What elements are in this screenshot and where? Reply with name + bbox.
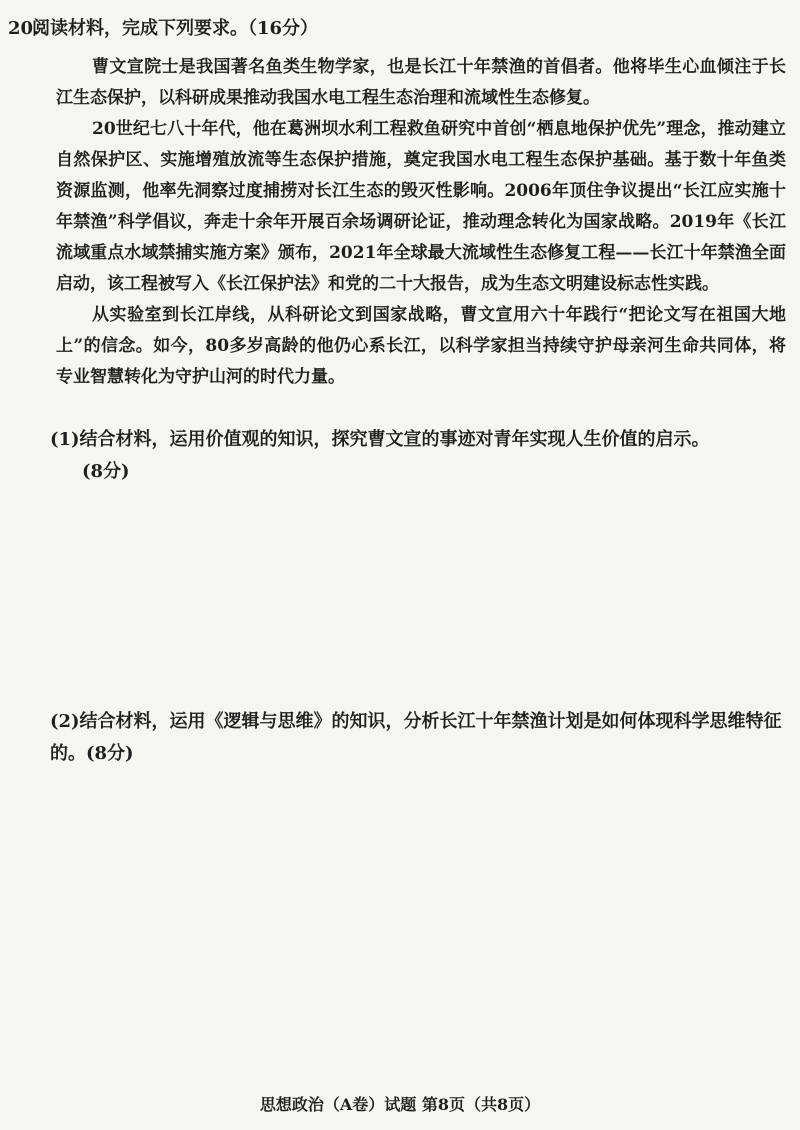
subquestion-1-score: (8分) bbox=[82, 461, 130, 482]
material-paragraph: 20世纪七八十年代，他在葛洲坝水利工程救鱼研究中首创“栖息地保护优先”理念，推动建立自然保护区、实施增殖放流等生态保护措施，奠定我国水电工程生态保护基础。基于数十年鱼类资源监测，他率先洞察过度捕捞对长江生态的毁灭性影响。2006年顶住争议提出“长江应实施十年禁渔”科学倡议，奔走十余年开展百余场调研论证，推动理念转化为国家战略。2019年《长江流域重点水域禁捕实施方案》颁布，2021年全球最大流域性生态修复工程——长江十年禁渔全面启动，该工程被写入《长江保护法》和党的二十大报告，成为生态文明建设标志性实践。 bbox=[56, 119, 786, 294]
material-paragraph: 从实验室到长江岸线，从科研论文到国家战略，曹文宣用六十年践行“把论文写在祖国大地上”的信念。如今，80多岁高龄的他仍心系长江，以科学家担当持续守护母亲河生命共同体，将专业智慧转化为守护山河的时代力量。 bbox=[56, 305, 786, 387]
question-title: 阅读材料，完成下列要求。（16分） bbox=[32, 18, 319, 39]
subquestion-1 bbox=[50, 424, 790, 488]
subquestion-2-text: (2)结合材料，运用《逻辑与思维》的知识，分析长江十年禁渔计划是如何体现科学思维特征的。(8分) bbox=[50, 711, 782, 764]
material-paragraph: 曹文宣院士是我国著名鱼类生物学家，也是长江十年禁渔的首倡者。他将毕生心血倾注于长江生态保护，以科研成果推动我国水电工程生态治理和流域性生态修复。 bbox=[56, 57, 786, 108]
page-footer: 思想政治（A卷）试题 第8页（共8页） bbox=[259, 1095, 541, 1114]
material-section bbox=[56, 52, 786, 393]
question-header bbox=[8, 14, 768, 44]
subquestion-2 bbox=[50, 706, 790, 770]
subquestion-1-text: (1)结合材料，运用价值观的知识，探究曹文宣的事迹对青年实现人生价值的启示。 bbox=[50, 429, 710, 450]
question-number: 20. bbox=[8, 18, 40, 39]
